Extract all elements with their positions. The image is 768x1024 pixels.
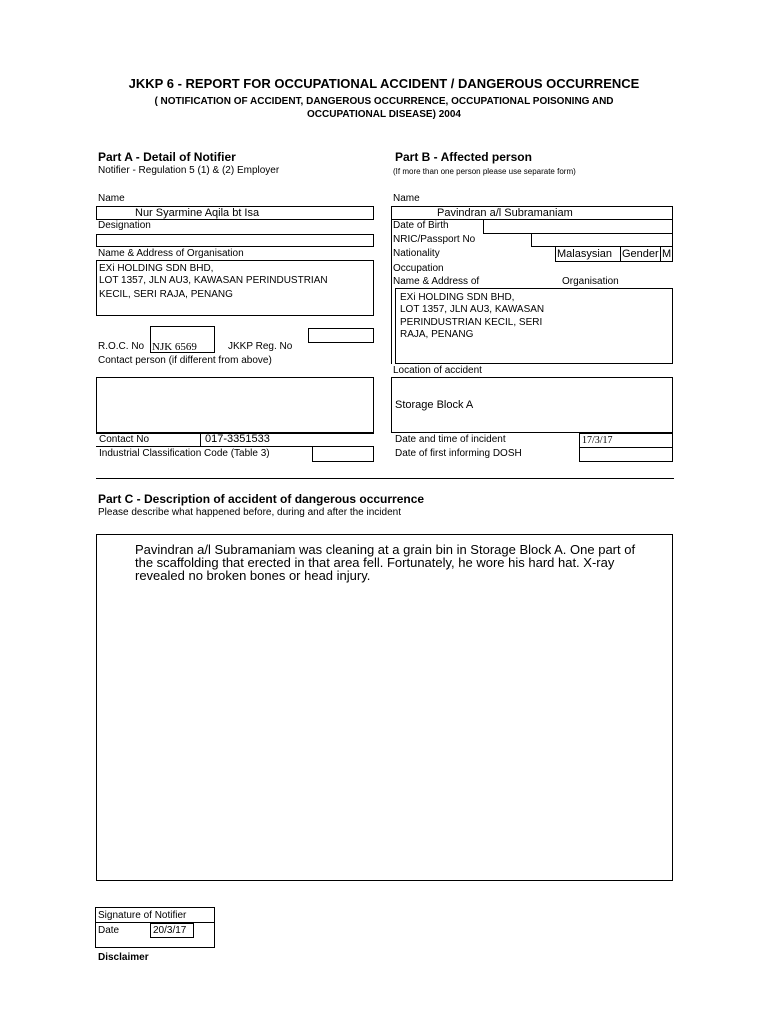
form-subtitle-line1: ( NOTIFICATION OF ACCIDENT, DANGEROUS OCCURRENCE, OCCUPATIONAL POISONING AND: [154, 96, 614, 107]
dob-label: Date of Birth: [393, 220, 449, 231]
part-b-subheading: (If more than one person please use separate form): [393, 167, 576, 176]
affected-organisation-line4: RAJA, PENANG: [400, 329, 474, 340]
contact-no-label: Contact No: [99, 434, 150, 445]
affected-name-label: Name: [393, 193, 420, 204]
part-c-subheading: Please describe what happened before, during and after the incident: [98, 507, 401, 518]
organisation-line2: LOT 1357, JLN AU3, KAWASAN PERINDUSTRIAN: [99, 275, 328, 286]
incident-datetime-field[interactable]: [579, 433, 673, 448]
industrial-classification-label: Industrial Classification Code (Table 3): [99, 448, 270, 459]
affected-organisation-line2: LOT 1357, JLN AU3, KAWASAN: [400, 304, 545, 315]
description-line2: the scaffolding that erected in that area fell. Fortunately, he wore his hard hat. X-ray: [135, 555, 615, 570]
nationality-value[interactable]: Malasysian: [557, 248, 613, 260]
affected-name-value: Pavindran a/l Subramaniam: [437, 207, 573, 219]
description-line3: revealed no broken bones or head injury.: [135, 568, 371, 583]
organisation-address-field[interactable]: [96, 260, 374, 316]
notifier-name-field[interactable]: [96, 206, 374, 220]
disclaimer-heading: Disclaimer: [98, 952, 149, 963]
location-label: Location of accident: [393, 365, 482, 376]
roc-field[interactable]: [150, 326, 215, 353]
contact-no-value[interactable]: 017-3351533: [205, 433, 270, 445]
affected-organisation-label: Name & Address of: [393, 276, 480, 287]
organisation-label: Name & Address of Organisation: [98, 248, 244, 259]
incident-datetime-value: 17/3/17: [582, 435, 613, 446]
designation-field[interactable]: [96, 234, 374, 247]
jkkp-reg-field[interactable]: [308, 328, 374, 343]
industrial-classification-field[interactable]: [312, 446, 374, 462]
part-a-subheading: Notifier - Regulation 5 (1) & (2) Employer: [98, 165, 280, 176]
affected-organisation-line3: PERINDUSTRIAN KECIL, SERI: [400, 317, 543, 328]
dosh-date-label: Date of first informing DOSH: [395, 448, 522, 459]
affected-organisation-line1: EXi HOLDING SDN BHD,: [400, 292, 515, 303]
occupation-label: Occupation: [393, 263, 444, 274]
jkkp-reg-label: JKKP Reg. No: [228, 341, 293, 352]
notifier-name-value: Nur Syarmine Aqila bt Isa: [135, 207, 260, 219]
incident-description-field[interactable]: [96, 534, 673, 881]
affected-organisation-label2: Organisation: [562, 276, 619, 287]
description-line1: Pavindran a/l Subramaniam was cleaning at a grain bin in Storage Block A. One part of: [135, 542, 636, 557]
gender-label: Gender: [622, 248, 659, 260]
part-c-heading: Part C - Description of accident of dangerous occurrence: [98, 492, 425, 506]
nric-field[interactable]: [531, 233, 673, 247]
signature-date-field[interactable]: [150, 923, 194, 938]
roc-value: NJK 6569: [152, 341, 197, 353]
form-title: JKKP 6 - REPORT FOR OCCUPATIONAL ACCIDENT / DANGEROUS OCCURRENCE: [128, 76, 640, 91]
contact-no-divider: [200, 433, 201, 447]
designation-label: Designation: [98, 220, 151, 231]
section-divider: [96, 478, 674, 479]
affected-name-field[interactable]: [391, 206, 673, 220]
dob-field[interactable]: [483, 219, 673, 234]
part-a-heading: Part A - Detail of Notifier: [98, 150, 236, 164]
contact-person-label: Contact person (if different from above): [98, 355, 272, 366]
dosh-date-field[interactable]: [579, 447, 673, 462]
roc-label: R.O.C. No: [98, 341, 145, 352]
organisation-line1: EXi HOLDING SDN BHD,: [99, 263, 214, 274]
form-subtitle-line2: OCCUPATIONAL DISEASE) 2004: [307, 109, 461, 120]
signature-date-value: 20/3/17: [153, 925, 187, 936]
gender-value[interactable]: M: [662, 248, 672, 260]
nric-label: NRIC/Passport No: [393, 234, 476, 245]
organisation-line3: KECIL, SERI RAJA, PENANG: [99, 289, 233, 300]
location-field[interactable]: [391, 377, 673, 433]
affected-organisation-address-field[interactable]: [395, 288, 673, 364]
location-value: Storage Block A: [395, 399, 474, 411]
signature-label: Signature of Notifier: [98, 910, 187, 921]
part-b-left-border: [391, 206, 392, 364]
nationality-divider: [620, 246, 621, 262]
part-b-heading: Part B - Affected person: [395, 150, 532, 164]
nationality-label: Nationality: [393, 248, 440, 259]
gender-divider: [660, 246, 661, 262]
contact-person-field[interactable]: [96, 377, 374, 433]
signature-date-label: Date: [98, 925, 120, 936]
notifier-name-label: Name: [98, 193, 125, 204]
incident-datetime-label: Date and time of incident: [395, 434, 506, 445]
